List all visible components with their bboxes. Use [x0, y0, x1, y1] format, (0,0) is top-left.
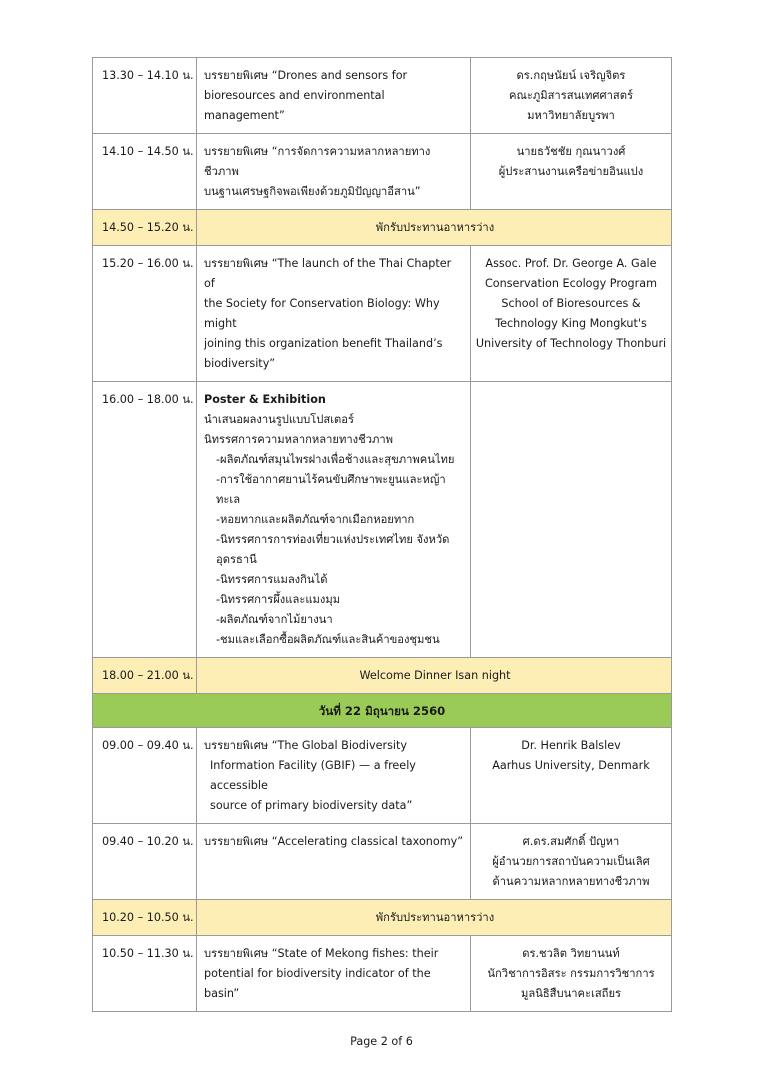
- day-header-row: [93, 694, 672, 728]
- exhibit-item: -ผลิตภัณฑ์สมุนไพรฝางเพื่อช้างและสุขภาพคนไทย: [216, 453, 455, 466]
- break-row: [93, 900, 672, 936]
- exhibit-item: -การใช้อากาศยานไร้คนขับศึกษาพะยูนและหญ้าทะเล: [216, 473, 446, 506]
- topic-line: joining this organization benefit Thailand’s: [204, 337, 443, 350]
- time-cell: 09.40 – 10.20 น.: [93, 824, 197, 900]
- speaker-cell: [471, 382, 672, 658]
- topic-line: บรรยายพิเศษ “การจัดการความหลากหลายทางชีวภาพ: [204, 145, 431, 178]
- time-cell: 14.50 – 15.20 น.: [93, 210, 197, 246]
- topic-cell: [197, 58, 471, 134]
- speaker-cell: [471, 728, 672, 824]
- time-cell: 09.00 – 09.40 น.: [93, 728, 197, 824]
- speaker-cell: [471, 246, 672, 382]
- speaker-line: Aarhus University, Denmark: [492, 759, 650, 772]
- topic-line: บรรยายพิเศษ “Drones and sensors for: [204, 69, 408, 82]
- exhibit-item: -นิทรรศการแมลงกินได้: [216, 573, 328, 586]
- break-label: พักรับประทานอาหารว่าง: [197, 210, 672, 246]
- topic-line: บนฐานเศรษฐกิจพอเพียงด้วยภูมิปัญญาอีสาน”: [204, 185, 421, 198]
- speaker-line: Technology King Mongkut's: [495, 317, 647, 330]
- exhibit-item: -ชมและเลือกซื้อผลิตภัณฑ์และสินค้าของชุมชน: [216, 633, 440, 646]
- exhibit-item: -นิทรรศการการท่องเที่ยวแห่งประเทศไทย จังหวัดอุดรธานี: [216, 533, 450, 566]
- time-cell: 18.00 – 21.00 น.: [93, 658, 197, 694]
- speaker-line: University of Technology Thonburi: [475, 337, 667, 350]
- speaker-line: นักวิชาการอิสระ กรรมการวิชาการ: [487, 967, 655, 980]
- break-label: Welcome Dinner Isan night: [197, 658, 672, 694]
- time-cell: 14.10 – 14.50 น.: [93, 134, 197, 210]
- speaker-line: Dr. Henrik Balslev: [521, 739, 621, 752]
- speaker-line: ดร.ชวลิต วิทยานนท์: [522, 947, 620, 960]
- topic-line: source of primary biodiversity data”: [210, 799, 413, 812]
- topic-cell: [197, 246, 471, 382]
- speaker-line: ผู้อำนวยการสถาบันความเป็นเลิศ: [492, 855, 650, 868]
- speaker-line: ผู้ประสานงานเครือข่ายอินแปง: [498, 165, 644, 178]
- speaker-cell: [471, 58, 672, 134]
- time-cell: 10.50 – 11.30 น.: [93, 936, 197, 1012]
- time-cell: 10.20 – 10.50 น.: [93, 900, 197, 936]
- speaker-line: คณะภูมิสารสนเทศศาสตร์: [508, 89, 633, 102]
- speaker-cell: [471, 134, 672, 210]
- schedule-row: [93, 58, 672, 134]
- topic-cell: [197, 824, 471, 900]
- schedule-row: [93, 134, 672, 210]
- speaker-cell: [471, 936, 672, 1012]
- topic-line: บรรยายพิเศษ “State of Mekong fishes: their: [204, 947, 439, 960]
- break-row: [93, 210, 672, 246]
- poster-cell: [197, 382, 471, 658]
- speaker-line: Conservation Ecology Program: [484, 277, 658, 290]
- time-cell: 15.20 – 16.00 น.: [93, 246, 197, 382]
- schedule-row: [93, 936, 672, 1012]
- speaker-line: นายธวัชชัย กุณนาวงศ์: [516, 145, 626, 158]
- break-row: [93, 658, 672, 694]
- speaker-line: Assoc. Prof. Dr. George A. Gale: [485, 257, 657, 270]
- topic-cell: [197, 134, 471, 210]
- topic-line: potential for biodiversity indicator of the basin”: [204, 967, 431, 1000]
- topic-line: บรรยายพิเศษ “Accelerating classical taxonomy”: [204, 835, 464, 848]
- speaker-line: มูลนิธิสืบนาคะเสถียร: [520, 987, 622, 1000]
- page-number: Page 2 of 6: [350, 1035, 413, 1048]
- exhibit-item: -นิทรรศการผึ้งและแมงมุม: [216, 593, 341, 606]
- schedule-row: [93, 382, 672, 658]
- topic-cell: [197, 728, 471, 824]
- speaker-line: ดร.กฤษนัยน์ เจริญจิตร: [516, 69, 626, 82]
- topic-line: the Society for Conservation Biology: Why might: [204, 297, 440, 330]
- topic-line: Information Facility (GBIF) — a freely accessible: [210, 759, 416, 792]
- exhibit-item: -หอยทากและผลิตภัณฑ์จากเมือกหอยทาก: [216, 513, 415, 526]
- speaker-line: ศ.ดร.สมศักดิ์ ปัญหา: [522, 835, 620, 848]
- break-label: พักรับประทานอาหารว่าง: [197, 900, 672, 936]
- schedule-table: [92, 57, 672, 1012]
- speaker-line: School of Bioresources &: [501, 297, 641, 310]
- topic-line: บรรยายพิเศษ “The launch of the Thai Chapter of: [204, 257, 452, 290]
- poster-line: นิทรรศการความหลากหลายทางชีวภาพ: [204, 433, 394, 446]
- day-header: วันที่ 22 มิถุนายน 2560: [93, 694, 672, 728]
- schedule-row: [93, 824, 672, 900]
- time-cell: 16.00 – 18.00 น.: [93, 382, 197, 658]
- time-cell: 13.30 – 14.10 น.: [93, 58, 197, 134]
- schedule-row: [93, 728, 672, 824]
- topic-line: บรรยายพิเศษ “The Global Biodiversity: [204, 739, 408, 752]
- poster-title: Poster & Exhibition: [204, 393, 326, 406]
- topic-line: biodiversity”: [204, 357, 276, 370]
- schedule-row: [93, 246, 672, 382]
- poster-line: นำเสนอผลงานรูปแบบโปสเตอร์: [204, 413, 355, 426]
- exhibit-item: -ผลิตภัณฑ์จากไม้ยางนา: [216, 613, 333, 626]
- topic-cell: [197, 936, 471, 1012]
- speaker-line: มหาวิทยาลัยบูรพา: [527, 109, 615, 122]
- speaker-line: ด้านความหลากหลายทางชีวภาพ: [492, 875, 650, 888]
- speaker-cell: [471, 824, 672, 900]
- topic-line: bioresources and environmental management”: [204, 89, 385, 122]
